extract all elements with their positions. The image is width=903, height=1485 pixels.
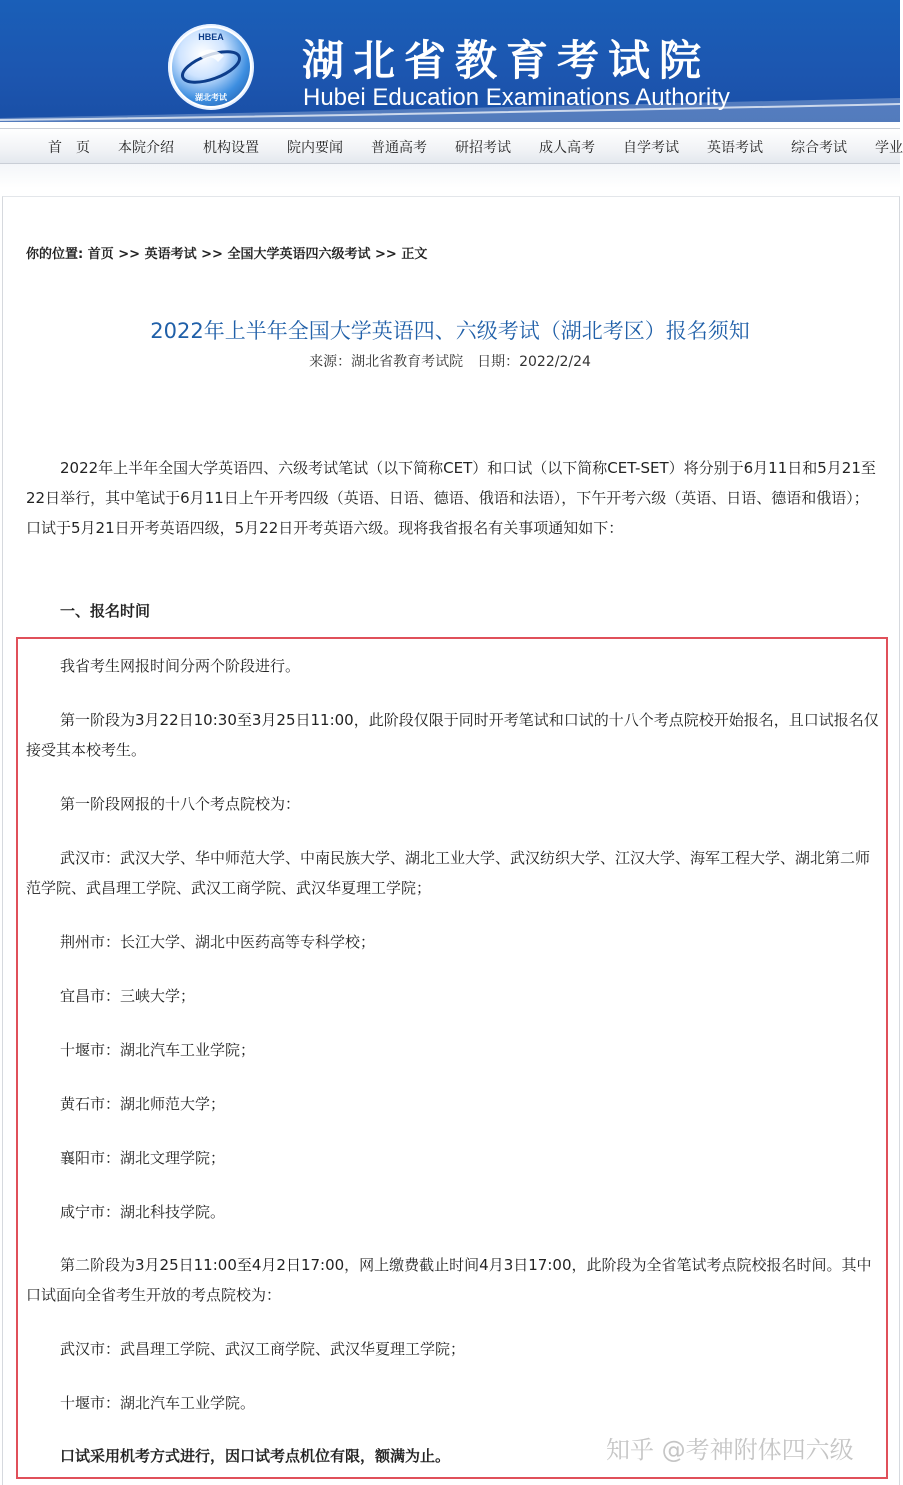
paragraph-text: 武汉市：武汉大学、华中师范大学、中南民族大学、湖北工业大学、武汉纺织大学、江汉大学、海军工程大学、湖北第二师范学院、武昌理工学院、武汉工商学院、武汉华夏理工学院；	[26, 849, 871, 897]
breadcrumb-current: 正文	[401, 247, 428, 262]
paragraph	[26, 1250, 881, 1310]
paragraph-text: 第二阶段为3月25日11:00至4月2日17:00，网上缴费截止时间4月3日17:00，此阶段为全省笔试考点院校报名时间。其中口试面向全省考生开放的考点院校为：	[26, 1256, 872, 1304]
intro-paragraph	[26, 453, 881, 543]
paragraph	[26, 843, 881, 903]
paragraph	[26, 651, 881, 681]
paragraph-text: 荆州市：长江大学、湖北中医药高等专科学校；	[60, 933, 376, 951]
paragraph	[26, 1334, 881, 1364]
nav-gaokao[interactable]: 普通高考	[371, 140, 427, 156]
main-nav	[0, 128, 903, 164]
paragraph-text: 第一阶段网报的十八个考点院校为：	[60, 795, 301, 813]
header-band	[0, 164, 900, 188]
nav-graduate-exam[interactable]: 研招考试	[455, 140, 511, 156]
nav-home[interactable]: 首 页	[48, 140, 90, 156]
nav-academic[interactable]: 学业	[875, 140, 903, 156]
paragraph-text: 宜昌市：三峡大学；	[60, 987, 196, 1005]
hbea-logo[interactable]	[168, 24, 254, 110]
breadcrumb-prefix: 你的位置:	[26, 247, 84, 262]
site-title-cn: 湖北省教育考试院	[302, 36, 711, 85]
paragraph	[26, 1388, 881, 1418]
breadcrumb-separator: >>	[118, 247, 141, 262]
nav-english-exam[interactable]: 英语考试	[707, 140, 763, 156]
breadcrumb-english-exam[interactable]: 英语考试	[144, 247, 197, 262]
paragraph	[26, 1035, 881, 1065]
paragraph-text: 我省考生网报时间分两个阶段进行。	[60, 657, 301, 675]
breadcrumb-home[interactable]: 首页	[87, 247, 114, 262]
paragraph	[26, 927, 881, 957]
nav-about[interactable]: 本院介绍	[118, 140, 174, 156]
breadcrumb-cet[interactable]: 全国大学英语四六级考试	[227, 247, 371, 262]
paragraph-text: 十堰市：湖北汽车工业学院；	[60, 1041, 256, 1059]
breadcrumb-separator: >>	[375, 247, 397, 262]
article-title: 2022年上半年全国大学英语四、六级考试（湖北考区）报名须知	[150, 319, 750, 343]
paragraph-text: 十堰市：湖北汽车工业学院。	[60, 1394, 256, 1412]
nav-news[interactable]: 院内要闻	[287, 140, 343, 156]
breadcrumb	[26, 243, 427, 262]
paragraph	[26, 705, 881, 765]
intro-text: 2022年上半年全国大学英语四、六级考试笔试（以下简称CET）和口试（以下简称CET-SET）将分别于6月11日和5月21至22日举行，其中笔试于6月11日上午开考四级（英语、日语、德语、俄语和法语），下午开考六级（英语、日语、德语和俄语）；口试于5月21日开考英语四级，5月22日开考英语六级。现将我省报名有关事项通知如下：	[26, 459, 876, 537]
article-meta: 来源：湖北省教育考试院 日期：2022/2/24	[309, 354, 591, 370]
section-heading: 一、报名时间	[60, 602, 151, 620]
paragraph	[26, 1089, 881, 1119]
paragraph-text: 襄阳市：湖北文理学院；	[60, 1149, 226, 1167]
site-title-en: Hubei Education Examinations Authority	[303, 84, 730, 111]
paragraph	[26, 789, 881, 819]
paragraph-text: 武汉市：武昌理工学院、武汉工商学院、武汉华夏理工学院；	[60, 1340, 466, 1358]
nav-self-study-exam[interactable]: 自学考试	[623, 140, 679, 156]
paragraph-text: 第一阶段为3月22日10:30至3月25日11:00，此阶段仅限于同时开考笔试和口试的十八个考点院校开始报名，且口试报名仅接受其本校考生。	[26, 711, 879, 759]
paragraph	[26, 1197, 881, 1227]
nav-comprehensive-exam[interactable]: 综合考试	[791, 140, 847, 156]
paragraph	[26, 1143, 881, 1173]
breadcrumb-separator: >>	[201, 247, 223, 262]
paragraph-text: 口试采用机考方式进行，因口试考点机位有限，额满为止。	[60, 1447, 451, 1465]
site-header	[0, 0, 900, 122]
svg-text:湖北考试: 湖北考试	[195, 93, 227, 102]
paragraph-text: 咸宁市：湖北科技学院。	[60, 1203, 226, 1221]
nav-organization[interactable]: 机构设置	[203, 140, 259, 156]
paragraph-text: 黄石市：湖北师范大学；	[60, 1095, 226, 1113]
paragraph	[26, 981, 881, 1011]
nav-adult-exam[interactable]: 成人高考	[539, 140, 595, 156]
zhihu-watermark: 知乎 @考神附体四六级	[606, 1436, 854, 1464]
svg-text:HBEA: HBEA	[198, 32, 224, 42]
